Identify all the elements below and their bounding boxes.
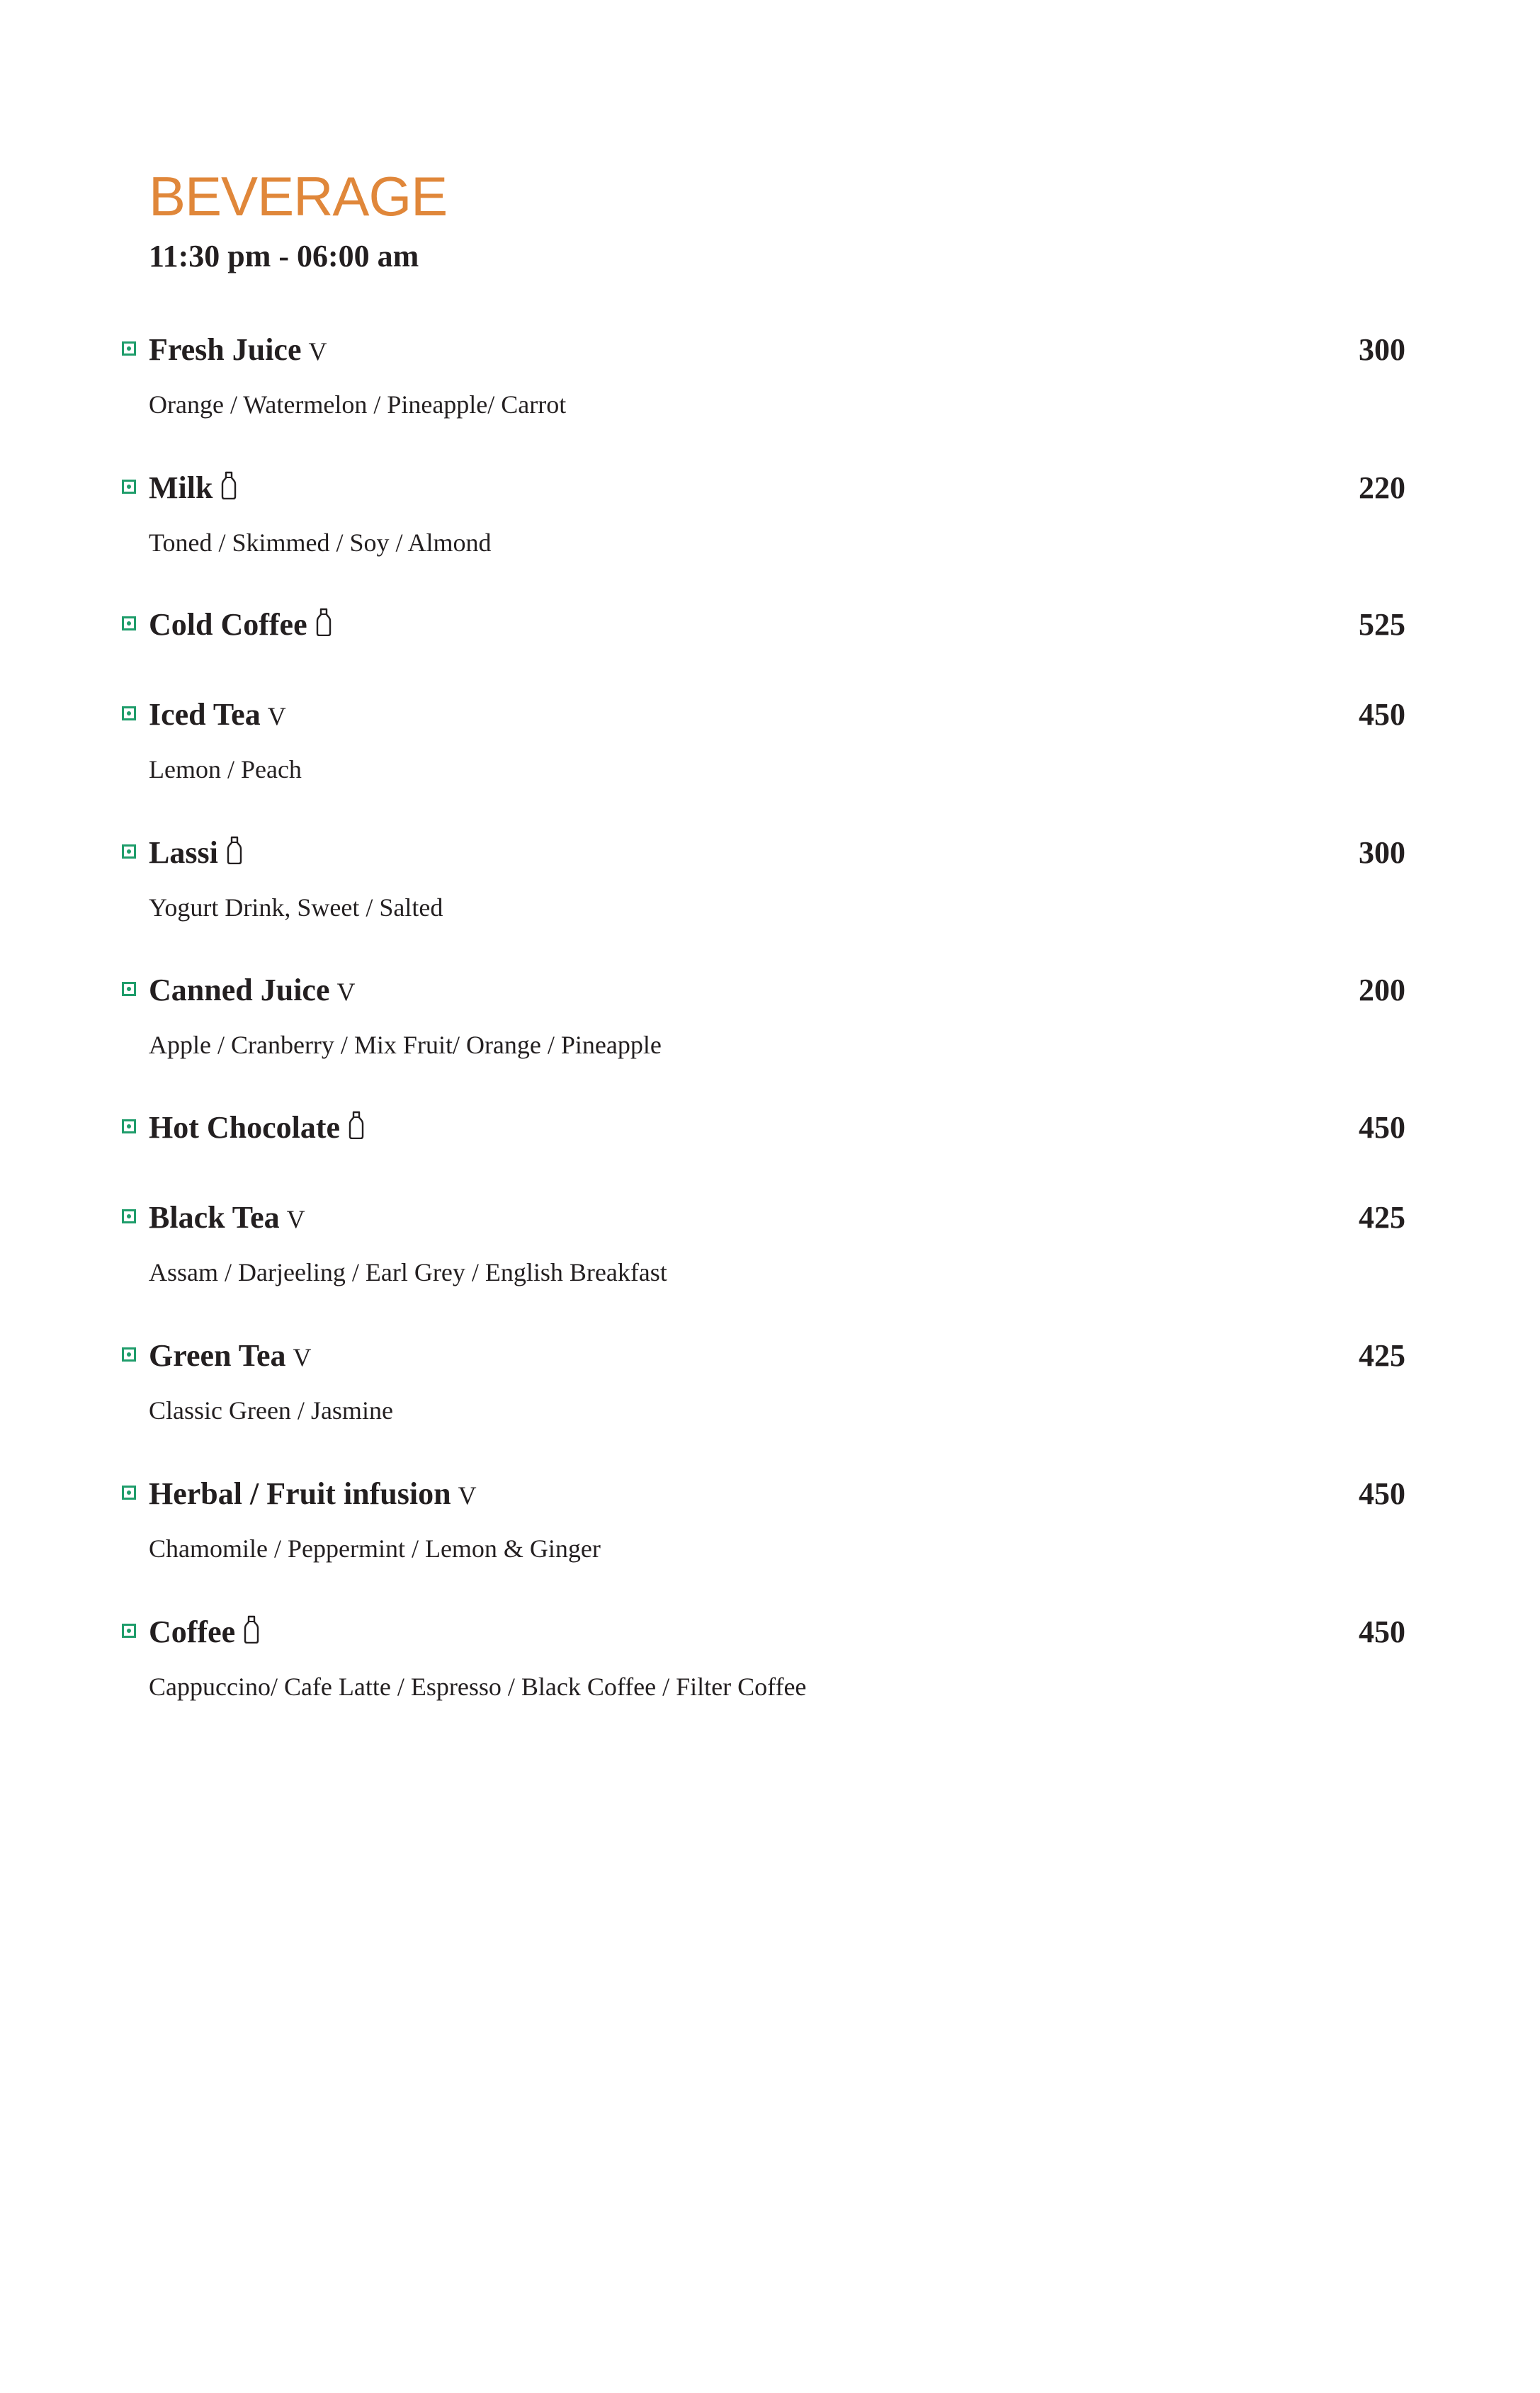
menu-item bbox=[122, 1476, 1405, 1563]
veg-symbol-icon bbox=[122, 1486, 136, 1500]
vegan-mark: V bbox=[308, 337, 327, 366]
veg-symbol-dot bbox=[127, 987, 131, 991]
menu-item-name-group bbox=[149, 973, 355, 1007]
menu-item-header bbox=[122, 1201, 1405, 1243]
menu-item-price: 450 bbox=[1359, 697, 1405, 732]
menu-item-name: Lassi bbox=[149, 835, 218, 870]
menu-item-price: 450 bbox=[1359, 1614, 1405, 1649]
vegan-mark: V bbox=[458, 1481, 477, 1510]
menu-item-price: 300 bbox=[1359, 835, 1405, 870]
menu-item-description: Assam / Darjeeling / Earl Grey / English Breakfast bbox=[149, 1258, 667, 1286]
veg-symbol-dot bbox=[127, 1124, 131, 1128]
menu-item-header bbox=[122, 471, 1405, 514]
menu-item-price: 450 bbox=[1359, 1476, 1405, 1511]
menu-item-name-group bbox=[149, 1477, 477, 1511]
menu-item-name-group bbox=[149, 608, 332, 643]
menu-item-name-group bbox=[149, 1339, 312, 1373]
menu-item bbox=[122, 835, 1405, 922]
menu-item-name: Cold Coffee bbox=[149, 607, 307, 642]
menu-item-description: Lemon / Peach bbox=[149, 755, 302, 783]
menu-item-name-group bbox=[149, 1615, 259, 1651]
menu-item-description: Apple / Cranberry / Mix Fruit/ Orange / Pineapple bbox=[149, 1031, 662, 1059]
menu-item-name-group bbox=[149, 333, 327, 367]
veg-symbol-icon bbox=[122, 706, 136, 720]
vegan-mark: V bbox=[286, 1205, 305, 1233]
menu-item-name: Coffee bbox=[149, 1614, 236, 1649]
bottle-icon bbox=[221, 471, 237, 507]
veg-symbol-icon bbox=[122, 1119, 136, 1133]
veg-symbol-icon bbox=[122, 616, 136, 630]
menu-item bbox=[122, 1614, 1405, 1701]
veg-symbol-icon bbox=[122, 1347, 136, 1362]
veg-symbol-dot bbox=[127, 1629, 131, 1633]
veg-symbol-icon bbox=[122, 341, 136, 356]
menu-item-name: Iced Tea bbox=[149, 697, 261, 732]
menu-item-description: Orange / Watermelon / Pineapple/ Carrot bbox=[149, 390, 567, 419]
veg-symbol-dot bbox=[127, 1490, 131, 1495]
bottle-icon bbox=[227, 836, 242, 871]
menu-item bbox=[122, 332, 1405, 419]
veg-symbol-icon bbox=[122, 844, 136, 859]
menu-item-name: Green Tea bbox=[149, 1338, 286, 1373]
bottle-icon bbox=[316, 608, 332, 643]
menu-item-header bbox=[122, 836, 1405, 878]
menu-item bbox=[122, 1338, 1405, 1425]
menu-item-price: 200 bbox=[1359, 973, 1405, 1007]
bottle-icon bbox=[349, 1111, 364, 1146]
menu-item-price: 450 bbox=[1359, 1110, 1405, 1145]
menu-item-price: 425 bbox=[1359, 1338, 1405, 1373]
menu-item-name-group bbox=[149, 471, 237, 507]
veg-symbol-dot bbox=[127, 1214, 131, 1218]
veg-symbol-icon bbox=[122, 1209, 136, 1223]
menu-item-price: 425 bbox=[1359, 1200, 1405, 1235]
menu-item-name-group bbox=[149, 1111, 364, 1146]
menu-item-name: Herbal / Fruit infusion bbox=[149, 1476, 451, 1511]
veg-symbol-icon bbox=[122, 1624, 136, 1638]
menu-item-header bbox=[122, 333, 1405, 375]
veg-symbol-dot bbox=[127, 346, 131, 351]
menu-item-name: Fresh Juice bbox=[149, 332, 302, 367]
vegan-mark: V bbox=[267, 702, 286, 730]
menu-item-name: Canned Juice bbox=[149, 973, 330, 1007]
menu-item bbox=[122, 1111, 1405, 1153]
menu-item-name: Hot Chocolate bbox=[149, 1110, 341, 1145]
vegan-mark: V bbox=[293, 1343, 312, 1371]
menu-item bbox=[122, 697, 1405, 783]
menu-item-price: 300 bbox=[1359, 332, 1405, 367]
veg-symbol-dot bbox=[127, 621, 131, 626]
menu-item-header bbox=[122, 973, 1405, 1016]
menu-item bbox=[122, 973, 1405, 1059]
menu-item-name-group bbox=[149, 836, 242, 871]
menu-item-description: Classic Green / Jasmine bbox=[149, 1396, 393, 1425]
menu-item bbox=[122, 608, 1405, 650]
menu-item-header bbox=[122, 608, 1405, 650]
menu-item bbox=[122, 470, 1405, 557]
service-hours: 11:30 pm - 06:00 am bbox=[149, 239, 419, 273]
menu-item-header bbox=[122, 1111, 1405, 1153]
menu-item-price: 525 bbox=[1359, 607, 1405, 642]
menu-item-header bbox=[122, 698, 1405, 740]
veg-symbol-dot bbox=[127, 485, 131, 489]
menu-item-description: Chamomile / Peppermint / Lemon & Ginger bbox=[149, 1534, 601, 1563]
veg-symbol-dot bbox=[127, 711, 131, 715]
menu-item-description: Toned / Skimmed / Soy / Almond bbox=[149, 528, 492, 557]
menu-item-price: 220 bbox=[1359, 470, 1405, 505]
menu-item-name-group bbox=[149, 698, 286, 732]
menu-item-header bbox=[122, 1615, 1405, 1658]
menu-item-description: Yogurt Drink, Sweet / Salted bbox=[149, 893, 443, 922]
menu-item-header bbox=[122, 1339, 1405, 1381]
bottle-icon bbox=[244, 1615, 259, 1651]
menu-item-name: Milk bbox=[149, 470, 213, 505]
veg-symbol-icon bbox=[122, 480, 136, 494]
veg-symbol-dot bbox=[127, 1352, 131, 1357]
menu-item-description: Cappuccino/ Cafe Latte / Espresso / Black Coffee / Filter Coffee bbox=[149, 1673, 807, 1701]
menu-item bbox=[122, 1200, 1405, 1286]
menu-item-name-group bbox=[149, 1201, 305, 1235]
vegan-mark: V bbox=[336, 978, 356, 1006]
veg-symbol-dot bbox=[127, 849, 131, 854]
menu-item-name: Black Tea bbox=[149, 1200, 280, 1235]
menu-title: BEVERAGE bbox=[149, 165, 448, 227]
menu-item-header bbox=[122, 1477, 1405, 1520]
veg-symbol-icon bbox=[122, 982, 136, 996]
